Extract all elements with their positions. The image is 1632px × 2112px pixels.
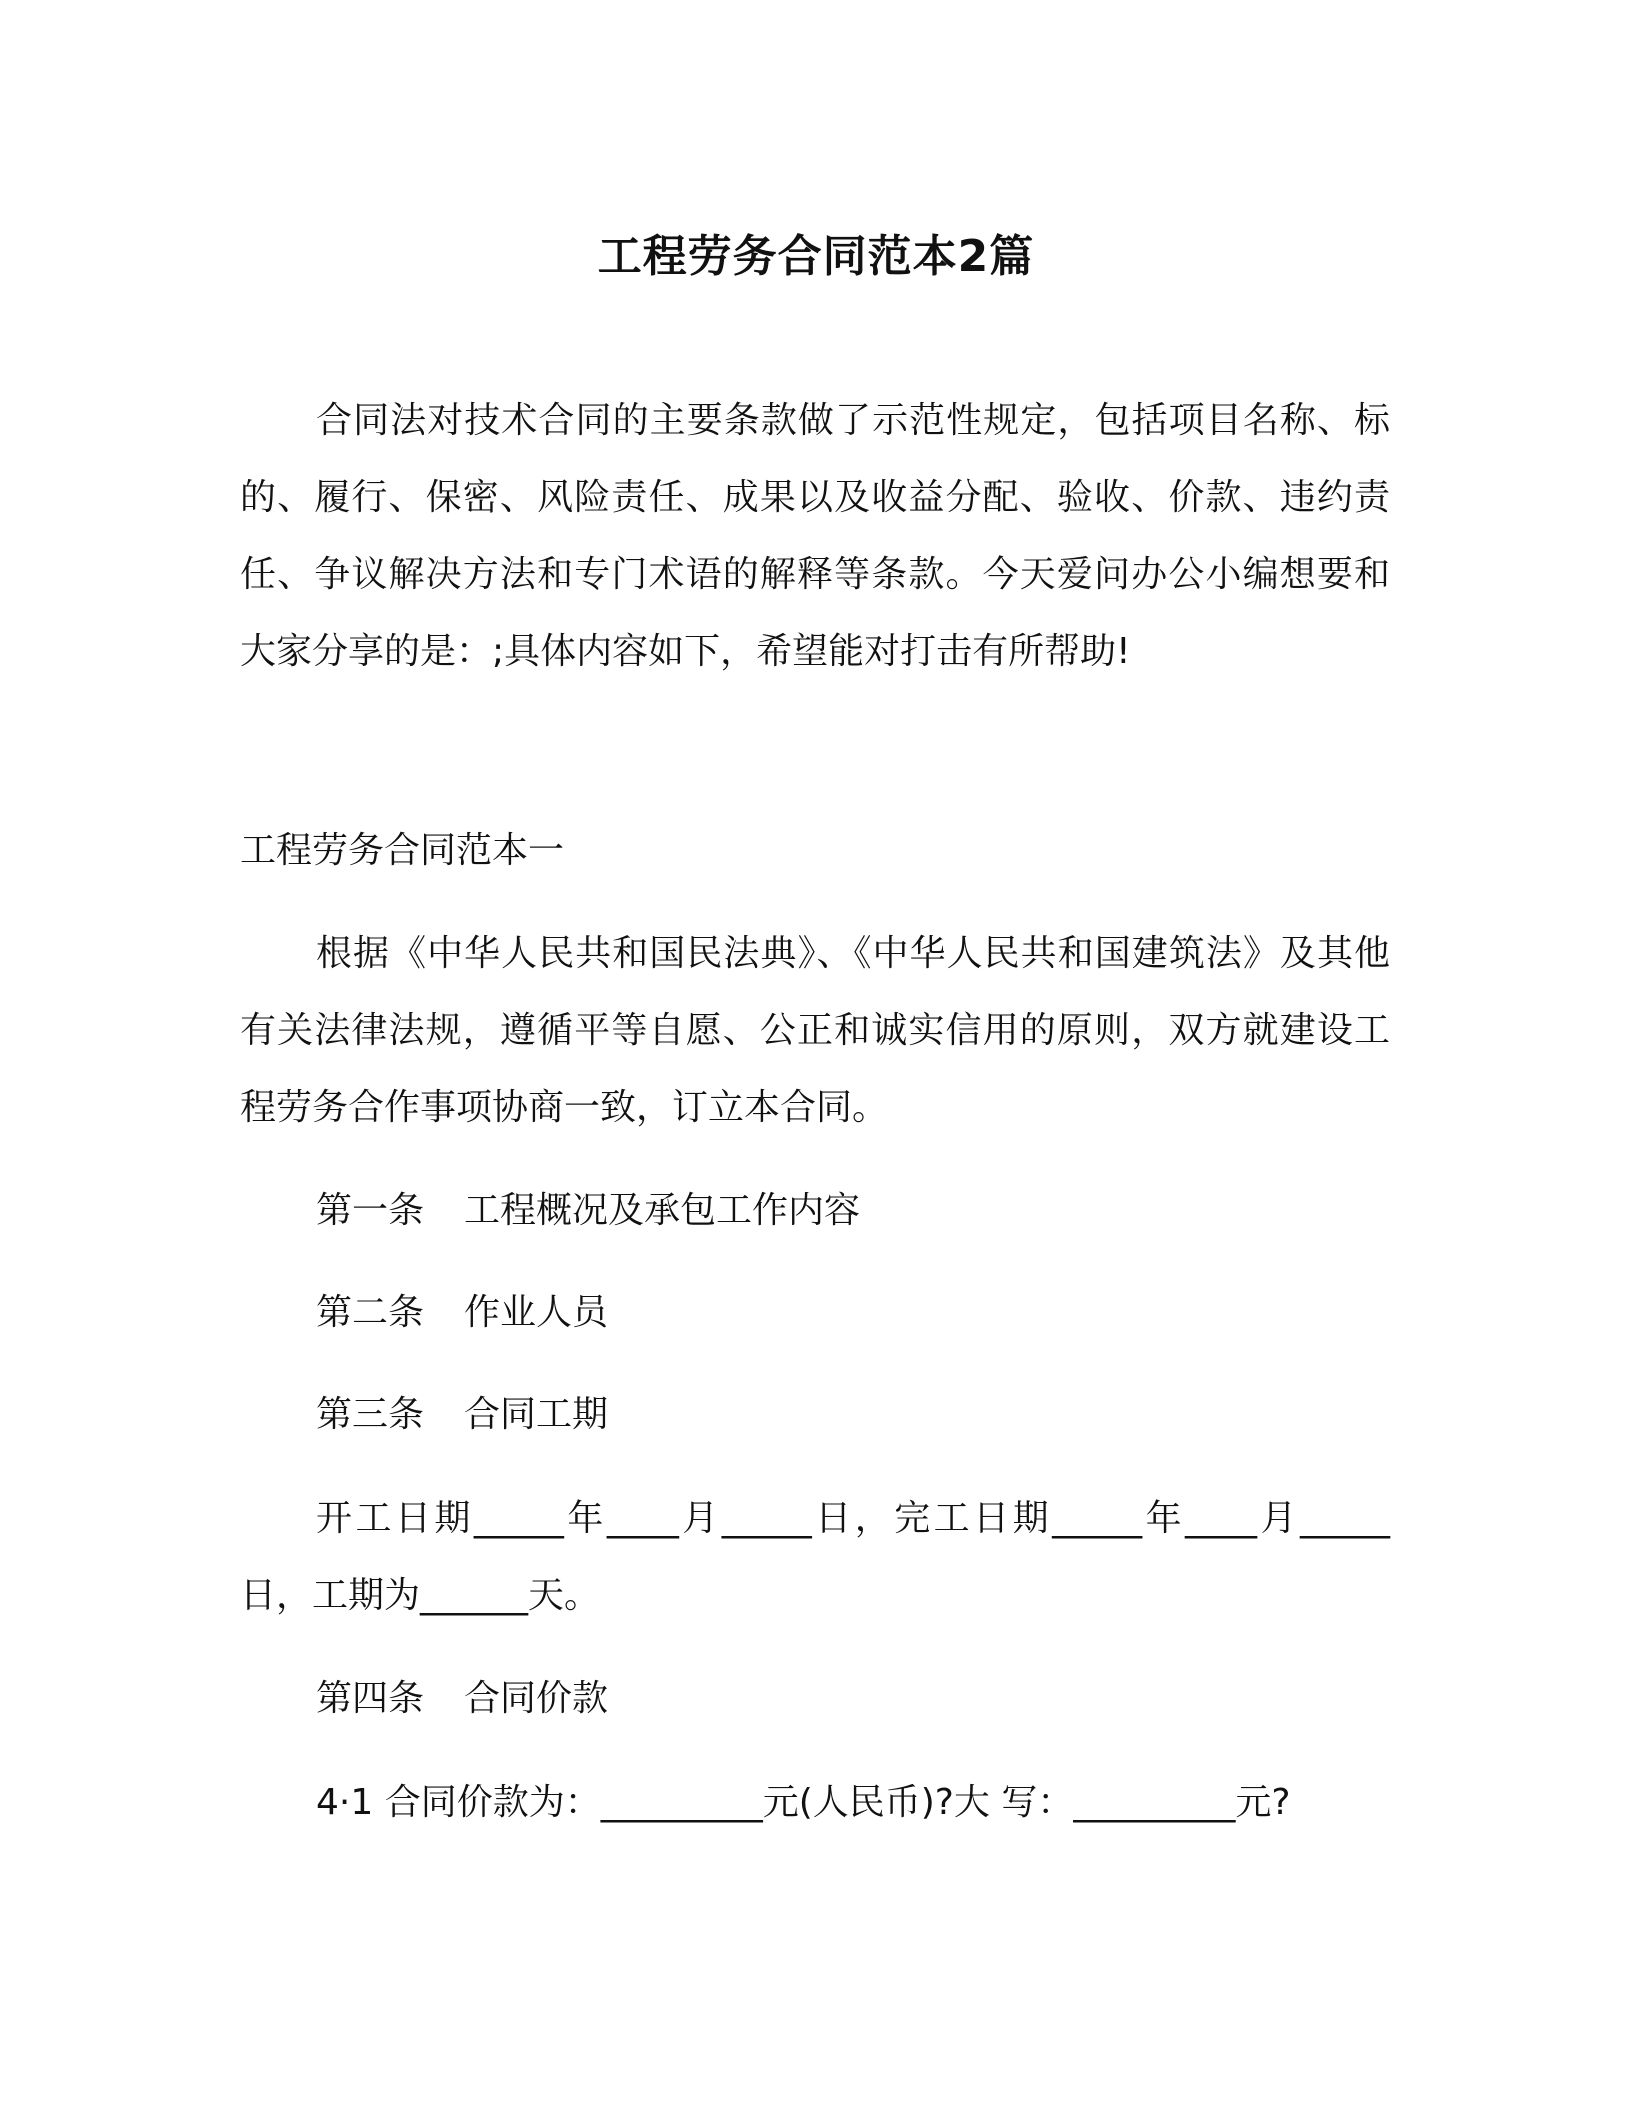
article-1-number: 第一条	[316, 1190, 425, 1231]
article-2	[240, 1274, 1466, 1351]
article-3-title: 合同工期	[464, 1394, 609, 1435]
article-1-title: 工程概况及承包工作内容	[464, 1190, 861, 1231]
document-title: 工程劳务合同范本2篇	[597, 231, 1035, 282]
article-2-title: 作业人员	[464, 1292, 609, 1333]
article-4-number: 第四条	[316, 1678, 425, 1719]
section-heading: 工程劳务合同范本一	[240, 830, 565, 871]
article-4-title: 合同价款	[464, 1678, 609, 1719]
article-4	[240, 1660, 1466, 1737]
price-clause: 4·1 合同价款为：_________元(人民币)?大 写：_________元?	[316, 1782, 1291, 1823]
article-3	[240, 1376, 1466, 1453]
preamble-paragraph: 根据《中华人民共和国民法典》、《中华人民共和国建筑法》及其他有关法律法规，遵循平等自愿、公正和诚实信用的原则，双方就建设工程劳务合作事项协商一致，订立本合同。	[240, 933, 1390, 1128]
article-2-number: 第二条	[316, 1292, 425, 1333]
schedule-paragraph: 开工日期_____年____月_____日，完工日期_____年____月_____日，工期为______天。	[240, 1498, 1390, 1616]
article-3-number: 第三条	[316, 1394, 425, 1435]
intro-paragraph: 合同法对技术合同的主要条款做了示范性规定，包括项目名称、标的、履行、保密、风险责任、成果以及收益分配、验收、价款、违约责任、争议解决方法和专门术语的解释等条款。今天爱问办公小编想要和大家分享的是：;具体内容如下，希望能对打击有所帮助!	[240, 400, 1390, 672]
article-1	[240, 1172, 1466, 1249]
